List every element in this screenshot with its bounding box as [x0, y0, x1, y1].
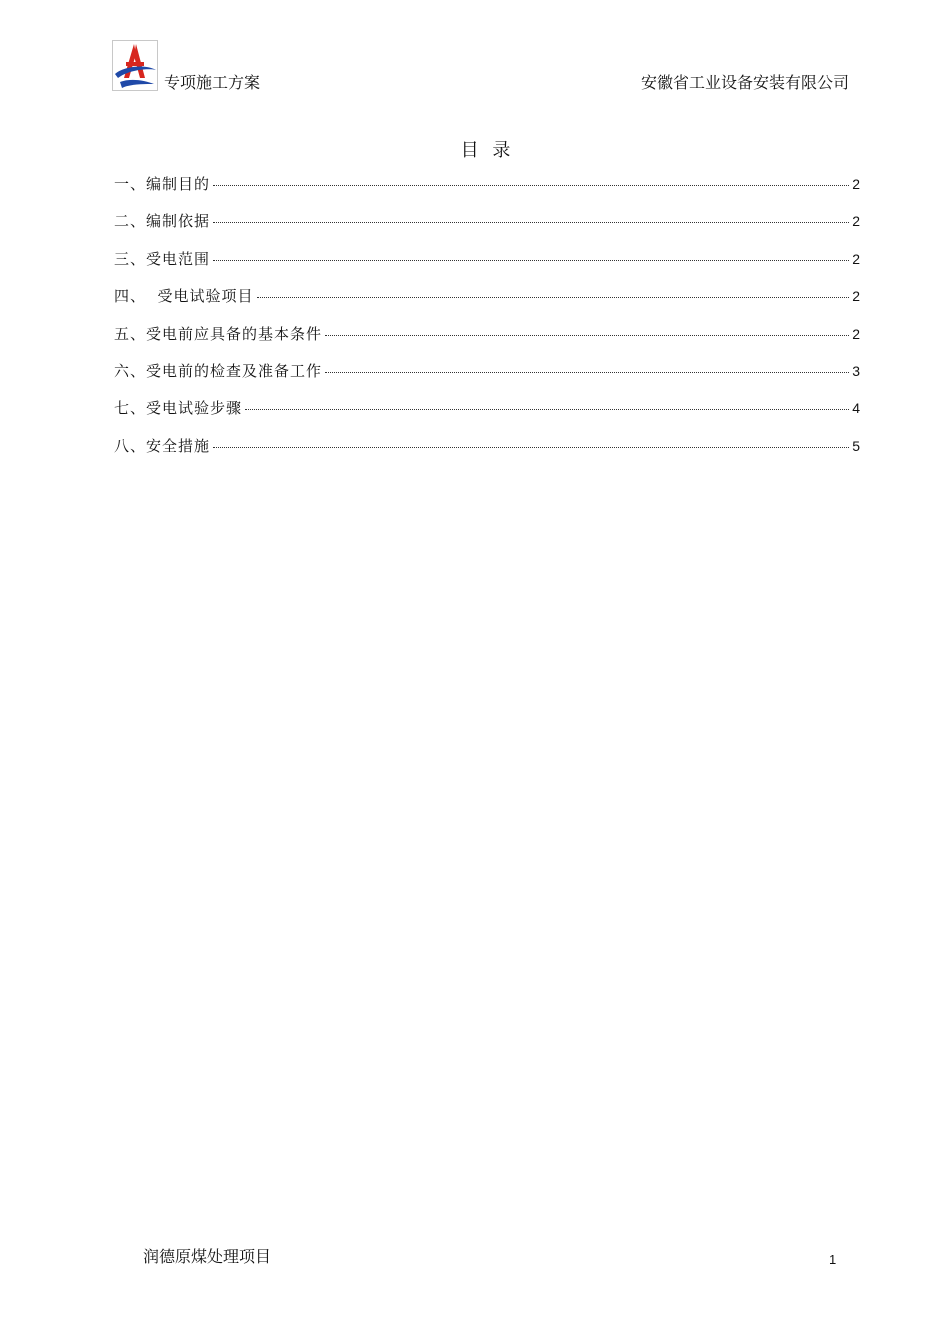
- table-of-contents: [114, 172, 860, 471]
- toc-entry[interactable]: [114, 172, 860, 209]
- toc-entry[interactable]: [114, 284, 860, 321]
- company-logo-icon: [112, 40, 158, 91]
- toc-entry[interactable]: [114, 322, 860, 359]
- toc-entry[interactable]: [114, 209, 860, 246]
- toc-entry-label: 五、受电前应具备的基本条件: [114, 324, 323, 343]
- toc-entry-label: 四、 受电试验项目: [114, 287, 254, 306]
- toc-entry-page: 4: [852, 400, 860, 417]
- toc-entry[interactable]: [114, 396, 860, 433]
- toc-entry[interactable]: [114, 247, 860, 284]
- toc-entry-page: 3: [852, 362, 860, 379]
- toc-entry-page: 2: [852, 250, 860, 267]
- document-type-label: 专项施工方案: [164, 73, 261, 92]
- toc-title: 目 录: [460, 140, 515, 161]
- toc-entry[interactable]: [114, 359, 860, 396]
- toc-dot-leader: [213, 222, 849, 223]
- toc-dot-leader: [325, 335, 849, 336]
- toc-dot-leader: [245, 409, 849, 410]
- toc-dot-leader: [213, 185, 849, 186]
- toc-entry-label: 二、编制依据: [114, 212, 211, 231]
- toc-dot-leader: [257, 297, 850, 298]
- toc-entry-label: 六、受电前的检查及准备工作: [114, 361, 323, 380]
- toc-entry-label: 八、安全措施: [114, 436, 211, 455]
- project-name: 润德原煤处理项目: [143, 1247, 272, 1266]
- toc-entry-label: 七、受电试验步骤: [114, 399, 243, 418]
- toc-entry-page: 5: [852, 437, 860, 454]
- toc-entry-label: 一、编制目的: [114, 175, 211, 193]
- toc-dot-leader: [325, 372, 849, 373]
- page-number: 1: [829, 1252, 837, 1267]
- toc-entry-page: 2: [852, 176, 860, 192]
- toc-entry-label: 三、受电范围: [114, 249, 211, 268]
- toc-dot-leader: [213, 260, 849, 261]
- toc-entry[interactable]: [114, 434, 860, 471]
- toc-dot-leader: [213, 447, 849, 448]
- toc-entry-page: 2: [852, 325, 860, 342]
- toc-entry-page: 2: [852, 213, 860, 230]
- company-name: 安徽省工业设备安装有限公司: [640, 73, 849, 92]
- toc-entry-page: 2: [852, 288, 860, 305]
